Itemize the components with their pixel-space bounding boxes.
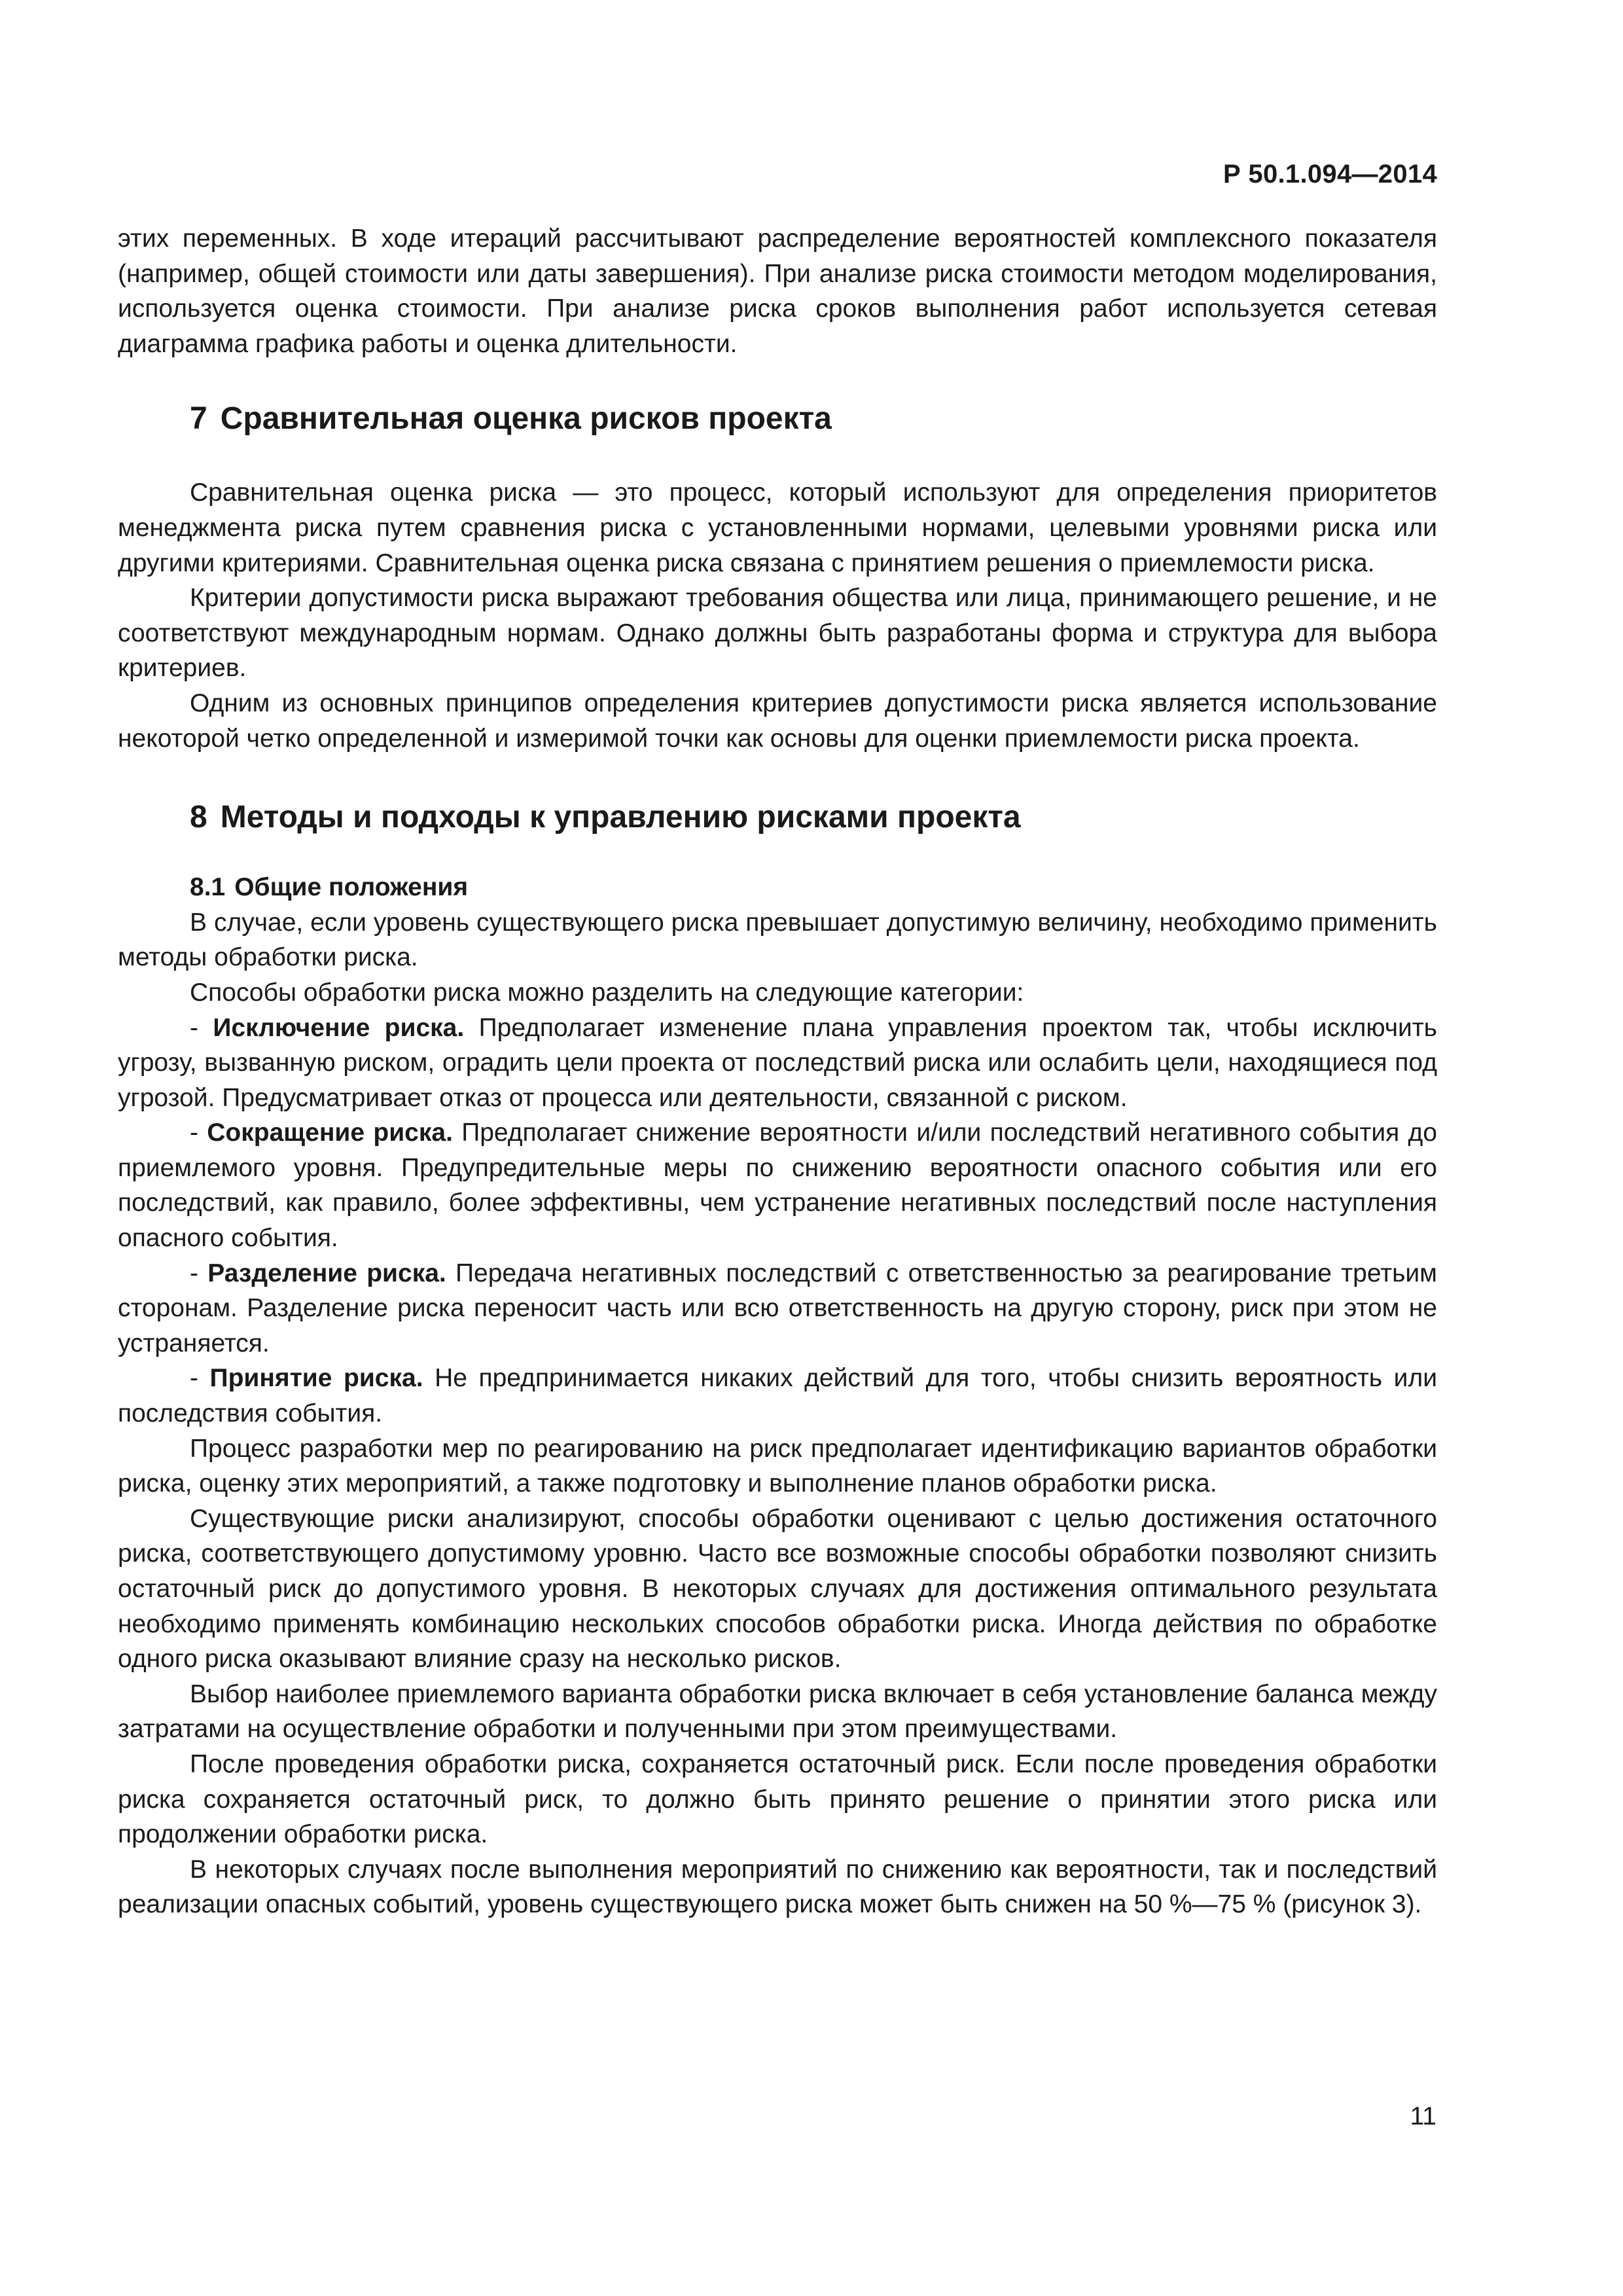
subsection-8-1-number: 8.1 xyxy=(190,873,226,902)
subsection-8-1-heading xyxy=(118,870,1437,905)
section-8-paragraph-7: В некоторых случаях после выполнения мероприятий по снижению как вероятности, так и последствий реализации опасных событий, уровень существующего риска может быть снижен на 50 %—75 % (рисунок 3). xyxy=(118,1855,1437,1919)
section-7-paragraph-2: Критерии допустимости риска выражают требования общества или лица, принимающего решение, и не соответствуют международным нормам. Однако должны быть разработаны форма и структура для выбора критериев. xyxy=(118,584,1437,683)
list-item-risk-sharing xyxy=(118,1256,1437,1361)
list-item-text: Передача негативных последствий с ответственностью за реагирование третьим сторонам. Разделение риска переносит часть или всю ответственность на другую сторону, риск при этом не устраняется. xyxy=(118,1259,1437,1357)
list-item-risk-reduction xyxy=(118,1115,1437,1255)
section-7-heading xyxy=(118,399,1437,439)
list-item-dash: - xyxy=(190,1259,208,1287)
list-item-dash: - xyxy=(190,1119,207,1147)
section-7-title: Сравнительная оценка рисков проекта xyxy=(220,401,832,437)
section-7-number: 7 xyxy=(190,401,207,437)
list-item-term: Принятие риска. xyxy=(209,1364,423,1393)
list-item-text: Предполагает снижение вероятности и/или последствий негативного события до приемлемого уровня. Предупредительные меры по снижению вероятности опасного события или его последствий, как правило, более эффективны, чем устранение негативных последствий после наступления опасного события. xyxy=(118,1119,1437,1253)
document-code: Р 50.1.094—2014 xyxy=(1223,160,1437,188)
section-8-paragraph-1: В случае, если уровень существующего риска превышает допустимую величину, необходимо применить методы обработки риска. xyxy=(118,908,1437,972)
list-item-term: Сокращение риска. xyxy=(207,1119,453,1147)
subsection-8-1-title: Общие положения xyxy=(234,873,469,902)
list-item-text: Не предпринимается никаких действий для того, чтобы снизить вероятность или последствия события. xyxy=(118,1364,1437,1428)
section-8-paragraph-4: Существующие риски анализируют, способы обработки оценивают с целью достижения остаточного риска, соответствующего допустимому уровню. Часто все возможные способы обработки позволяют снизить остаточный риск до допустимого уровня. В некоторых случаях для достижения оптимального результата необходимо применять комбинацию нескольких способов обработки риска. Иногда действия по обработке одного риска оказывают влияние сразу на несколько рисков. xyxy=(118,1504,1437,1674)
section-8-paragraph-2: Способы обработки риска можно разделить на следующие категории: xyxy=(190,978,1024,1007)
section-7-paragraph-1: Сравнительная оценка риска — это процесс, который используют для определения приоритетов менеджмента риска путем сравнения риска с установленными нормами, целевыми уровнями риска или другими критериями. Сравнительная оценка риска связана с принятием решения о приемлемости риска. xyxy=(118,478,1437,577)
list-item-risk-acceptance xyxy=(118,1361,1437,1431)
section-8-title: Методы и подходы к управлению рисками проекта xyxy=(220,800,1021,835)
list-item-term: Разделение риска. xyxy=(207,1259,446,1287)
section-8-heading xyxy=(118,798,1437,837)
list-item-text: Предполагает изменение плана управления проектом так, чтобы исключить угрозу, вызванную риском, оградить цели проекта от последствий риска или ослабить цели, находящиеся под угрозой. Предусматривает отказ от процесса или деятельности, связанной с риском. xyxy=(118,1013,1437,1112)
section-7-paragraph-3: Одним из основных принципов определения критериев допустимости риска является использование некоторой четко определенной и измеримой точки как основы для оценки приемлемости риска проекта. xyxy=(118,689,1437,753)
section-8-number: 8 xyxy=(190,800,207,835)
section-8-paragraph-5: Выбор наиболее приемлемого варианта обработки риска включает в себя установление баланса между затратами на осуществление обработки и полученными при этом преимуществами. xyxy=(118,1679,1437,1744)
page-content xyxy=(118,221,1437,1922)
list-item-term: Исключение риска. xyxy=(213,1013,465,1042)
page-number: 11 xyxy=(1410,2102,1436,2130)
intro-paragraph: этих переменных. В ходе итераций рассчитывают распределение вероятностей комплексного показателя (например, общей стоимости или даты завершения). При анализе риска стоимости методом моделирования, используется оценка стоимости. При анализе риска сроков выполнения работ используется сетевая диаграмма графика работы и оценка длительности. xyxy=(118,224,1437,358)
list-item-dash: - xyxy=(190,1364,210,1393)
section-8-paragraph-6: После проведения обработки риска, сохраняется остаточный риск. Если после проведения обработки риска сохраняется остаточный риск, то должно быть принято решение о принятии этого риска или продолжении обработки риска. xyxy=(118,1749,1437,1849)
list-item-dash: - xyxy=(190,1013,213,1042)
section-8-paragraph-3: Процесс разработки мер по реагированию на риск предполагает идентификацию вариантов обработки риска, оценку этих мероприятий, а также подготовку и выполнение планов обработки риска. xyxy=(118,1434,1437,1498)
list-item-risk-elimination xyxy=(118,1011,1437,1116)
